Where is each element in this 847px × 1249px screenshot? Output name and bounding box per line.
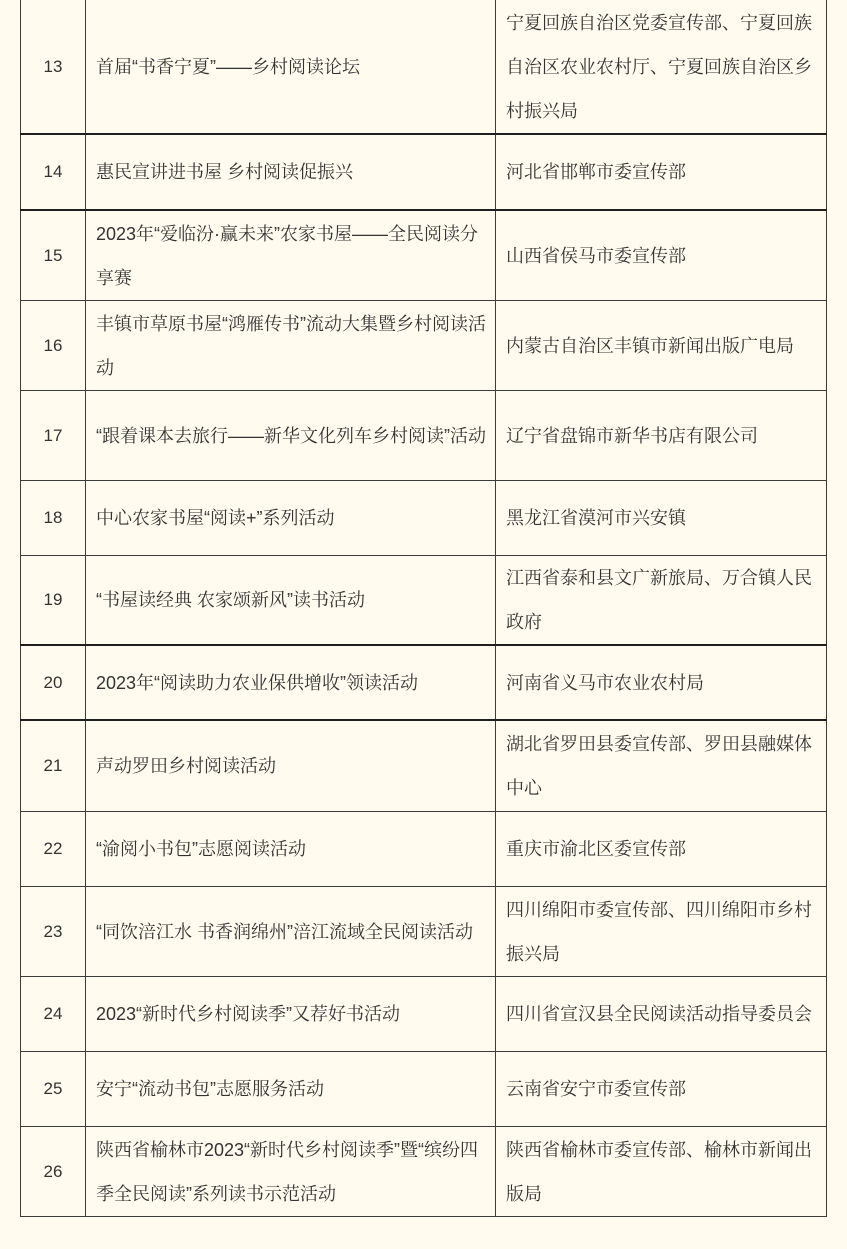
activity-name-cell: “跟着课本去旅行——新华文化列车乡村阅读”活动 bbox=[85, 391, 495, 480]
activity-name-cell: 丰镇市草原书屋“鸿雁传书”流动大集暨乡村阅读活动 bbox=[85, 301, 495, 390]
row-number-cell: 19 bbox=[20, 556, 85, 644]
organizer-cell: 辽宁省盘锦市新华书店有限公司 bbox=[495, 391, 827, 480]
row-number-cell: 16 bbox=[20, 301, 85, 390]
organizer-cell: 黑龙江省漠河市兴安镇 bbox=[495, 481, 827, 555]
activity-name-cell: 安宁“流动书包”志愿服务活动 bbox=[85, 1052, 495, 1126]
activity-name-cell: “书屋读经典 农家颂新风”读书活动 bbox=[85, 556, 495, 644]
activity-table bbox=[20, 0, 827, 1217]
table-row bbox=[20, 0, 827, 135]
row-number-cell: 25 bbox=[20, 1052, 85, 1126]
row-number-cell: 20 bbox=[20, 646, 85, 719]
activity-name-cell: 惠民宣讲进书屋 乡村阅读促振兴 bbox=[85, 135, 495, 209]
organizer-cell: 江西省泰和县文广新旅局、万合镇人民政府 bbox=[495, 556, 827, 644]
row-number-cell: 26 bbox=[20, 1127, 85, 1216]
table-row bbox=[20, 887, 827, 977]
activity-name-cell: 陕西省榆林市2023“新时代乡村阅读季”暨“缤纷四季全民阅读”系列读书示范活动 bbox=[85, 1127, 495, 1216]
row-number-cell: 22 bbox=[20, 812, 85, 886]
organizer-cell: 山西省侯马市委宣传部 bbox=[495, 211, 827, 300]
activity-name-cell: 2023年“爱临汾·赢未来”农家书屋——全民阅读分享赛 bbox=[85, 211, 495, 300]
organizer-cell: 河北省邯郸市委宣传部 bbox=[495, 135, 827, 209]
row-number-cell: 23 bbox=[20, 887, 85, 976]
table-row bbox=[20, 301, 827, 391]
row-number-cell: 13 bbox=[20, 0, 85, 133]
row-number-cell: 14 bbox=[20, 135, 85, 209]
table-row bbox=[20, 1127, 827, 1217]
organizer-cell: 宁夏回族自治区党委宣传部、宁夏回族自治区农业农村厅、宁夏回族自治区乡村振兴局 bbox=[495, 0, 827, 133]
table-row bbox=[20, 391, 827, 481]
activity-name-cell: 2023“新时代乡村阅读季”又荐好书活动 bbox=[85, 977, 495, 1051]
table-row bbox=[20, 556, 827, 646]
row-number-cell: 21 bbox=[20, 721, 85, 811]
activity-name-cell: 中心农家书屋“阅读+”系列活动 bbox=[85, 481, 495, 555]
organizer-cell: 湖北省罗田县委宣传部、罗田县融媒体中心 bbox=[495, 721, 827, 811]
activity-name-cell: 2023年“阅读助力农业保供增收”领读活动 bbox=[85, 646, 495, 719]
organizer-cell: 四川省宣汉县全民阅读活动指导委员会 bbox=[495, 977, 827, 1051]
table-row bbox=[20, 481, 827, 556]
organizer-cell: 内蒙古自治区丰镇市新闻出版广电局 bbox=[495, 301, 827, 390]
table-row bbox=[20, 646, 827, 721]
organizer-cell: 重庆市渝北区委宣传部 bbox=[495, 812, 827, 886]
activity-name-cell: “同饮涪江水 书香润绵州”涪江流域全民阅读活动 bbox=[85, 887, 495, 976]
table-row bbox=[20, 211, 827, 301]
activity-name-cell: “渝阅小书包”志愿阅读活动 bbox=[85, 812, 495, 886]
row-number-cell: 18 bbox=[20, 481, 85, 555]
table-row bbox=[20, 977, 827, 1052]
organizer-cell: 云南省安宁市委宣传部 bbox=[495, 1052, 827, 1126]
organizer-cell: 四川绵阳市委宣传部、四川绵阳市乡村振兴局 bbox=[495, 887, 827, 976]
row-number-cell: 17 bbox=[20, 391, 85, 480]
table-row bbox=[20, 721, 827, 812]
table-row bbox=[20, 135, 827, 211]
activity-name-cell: 声动罗田乡村阅读活动 bbox=[85, 721, 495, 811]
organizer-cell: 河南省义马市农业农村局 bbox=[495, 646, 827, 719]
table-row bbox=[20, 1052, 827, 1127]
row-number-cell: 24 bbox=[20, 977, 85, 1051]
organizer-cell: 陕西省榆林市委宣传部、榆林市新闻出版局 bbox=[495, 1127, 827, 1216]
table-row bbox=[20, 812, 827, 887]
row-number-cell: 15 bbox=[20, 211, 85, 300]
activity-name-cell: 首届“书香宁夏”——乡村阅读论坛 bbox=[85, 0, 495, 133]
